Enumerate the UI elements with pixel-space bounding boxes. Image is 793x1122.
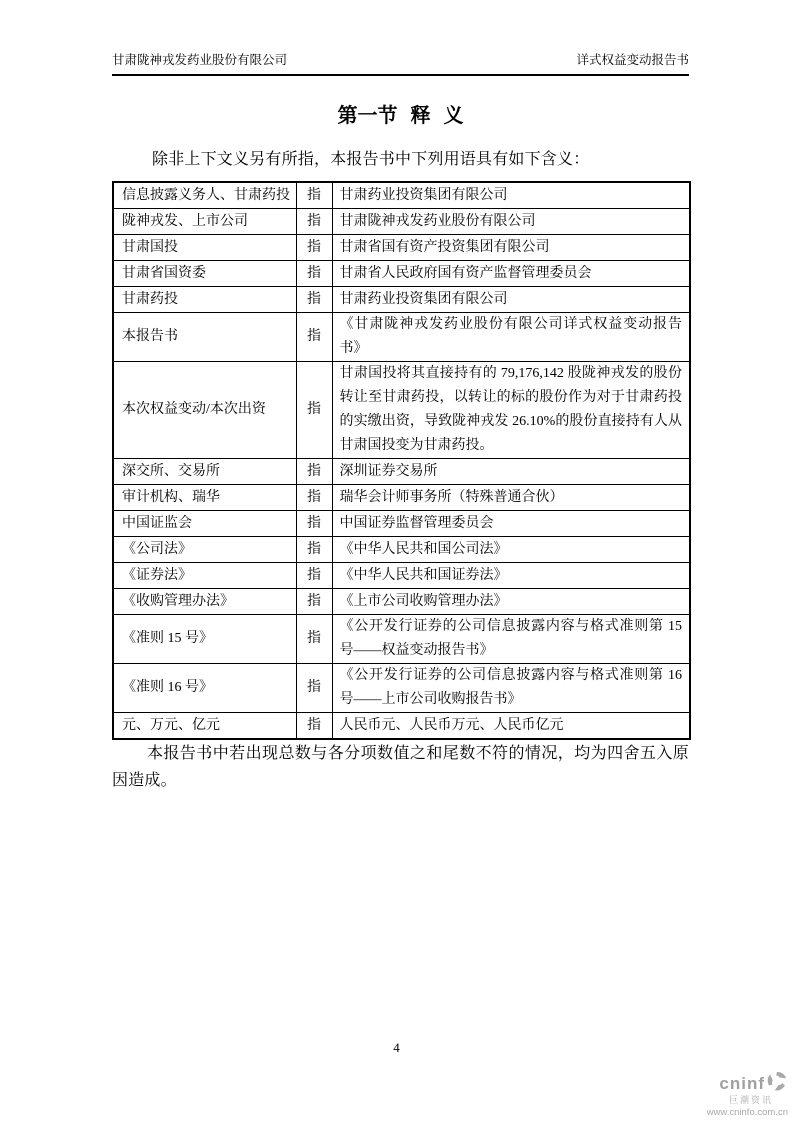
cninfo-url: www.cninfo.com.cn: [706, 1107, 788, 1118]
section-title: 第一节 释 义: [337, 105, 464, 127]
definition-cell: 甘肃省人民政府国有资产监督管理委员会: [332, 261, 690, 287]
link-cell: 指: [296, 362, 332, 459]
page-number: 4: [393, 1040, 400, 1055]
term-cell: 陇神戎发、上市公司: [113, 209, 296, 235]
table-row: [113, 235, 690, 261]
term-cell: 《准则 15 号》: [113, 615, 296, 664]
term-cell: 审计机构、瑞华: [113, 485, 296, 511]
term-cell: 信息披露义务人、甘肃药投: [113, 182, 296, 209]
term-cell: 本次权益变动/本次出资: [113, 362, 296, 459]
table-row: [113, 563, 690, 589]
link-cell: 指: [296, 713, 332, 740]
cninfo-swirl-icon: [766, 1071, 788, 1095]
table-row: [113, 589, 690, 615]
definition-cell: 深圳证券交易所: [332, 459, 690, 485]
term-cell: 元、万元、亿元: [113, 713, 296, 740]
term-cell: 甘肃省国资委: [113, 261, 296, 287]
definition-cell: 《甘肃陇神戎发药业股份有限公司详式权益变动报告书》: [332, 313, 690, 362]
definition-cell: 《公开发行证券的公司信息披露内容与格式准则第 15 号——权益变动报告书》: [332, 615, 690, 664]
table-row: [113, 537, 690, 563]
definition-cell: 甘肃国投将其直接持有的 79,176,142 股陇神戎发的股份转让至甘肃药投，以转让的标的股份作为对于甘肃药投的实缴出资，导致陇神戎发 26.10%的股份直接持有人从甘肃国投变为甘肃药投。: [332, 362, 690, 459]
header-company-name: 甘肃陇神戎发药业股份有限公司: [112, 53, 288, 67]
link-cell: 指: [296, 511, 332, 537]
link-cell: 指: [296, 209, 332, 235]
definition-cell: 甘肃药业投资集团有限公司: [332, 182, 690, 209]
table-row: [113, 362, 690, 459]
running-header: [112, 50, 689, 76]
table-row: [113, 485, 690, 511]
link-cell: 指: [296, 615, 332, 664]
definition-cell: 《中华人民共和国证券法》: [332, 563, 690, 589]
rounding-note: 本报告书中若出现总数与各分项数值之和尾数不符的情况，均为四舍五入原因造成。: [112, 745, 689, 789]
definition-cell: 甘肃省国有资产投资集团有限公司: [332, 235, 690, 261]
link-cell: 指: [296, 182, 332, 209]
definition-cell: 中国证券监督管理委员会: [332, 511, 690, 537]
term-cell: 《准则 16 号》: [113, 664, 296, 713]
link-cell: 指: [296, 563, 332, 589]
term-cell: 深交所、交易所: [113, 459, 296, 485]
table-row: [113, 261, 690, 287]
header-report-type: 详式权益变动报告书: [576, 53, 689, 67]
link-cell: 指: [296, 664, 332, 713]
definition-cell: 《上市公司收购管理办法》: [332, 589, 690, 615]
link-cell: 指: [296, 459, 332, 485]
table-row: [113, 713, 690, 740]
term-cell: 《收购管理办法》: [113, 589, 296, 615]
link-cell: 指: [296, 287, 332, 313]
definition-cell: 人民币元、人民币万元、人民币亿元: [332, 713, 690, 740]
link-cell: 指: [296, 313, 332, 362]
cninfo-name: 巨潮资讯: [728, 1095, 773, 1105]
cninfo-brand-row: [698, 1071, 788, 1095]
table-row: [113, 615, 690, 664]
definition-cell: 《公开发行证券的公司信息披露内容与格式准则第 16 号——上市公司收购报告书》: [332, 664, 690, 713]
table-row: [113, 287, 690, 313]
table-row: [113, 313, 690, 362]
intro-paragraph: 除非上下文义另有所指，本报告书中下列用语具有如下含义：: [152, 151, 590, 168]
definitions-table: [112, 181, 691, 740]
table-row: [113, 459, 690, 485]
term-cell: 中国证监会: [113, 511, 296, 537]
definition-cell: 瑞华会计师事务所（特殊普通合伙）: [332, 485, 690, 511]
link-cell: 指: [296, 589, 332, 615]
table-row: [113, 209, 690, 235]
table-row: [113, 664, 690, 713]
term-cell: 《公司法》: [113, 537, 296, 563]
term-cell: 甘肃国投: [113, 235, 296, 261]
link-cell: 指: [296, 235, 332, 261]
table-row: [113, 182, 690, 209]
cninfo-logo: [698, 1071, 788, 1118]
term-cell: 甘肃药投: [113, 287, 296, 313]
link-cell: 指: [296, 537, 332, 563]
cninfo-brand-text: cninf: [719, 1073, 765, 1093]
definition-cell: 《中华人民共和国公司法》: [332, 537, 690, 563]
table-row: [113, 511, 690, 537]
link-cell: 指: [296, 261, 332, 287]
definition-cell: 甘肃药业投资集团有限公司: [332, 287, 690, 313]
term-cell: 本报告书: [113, 313, 296, 362]
link-cell: 指: [296, 485, 332, 511]
definition-cell: 甘肃陇神戎发药业股份有限公司: [332, 209, 690, 235]
term-cell: 《证券法》: [113, 563, 296, 589]
